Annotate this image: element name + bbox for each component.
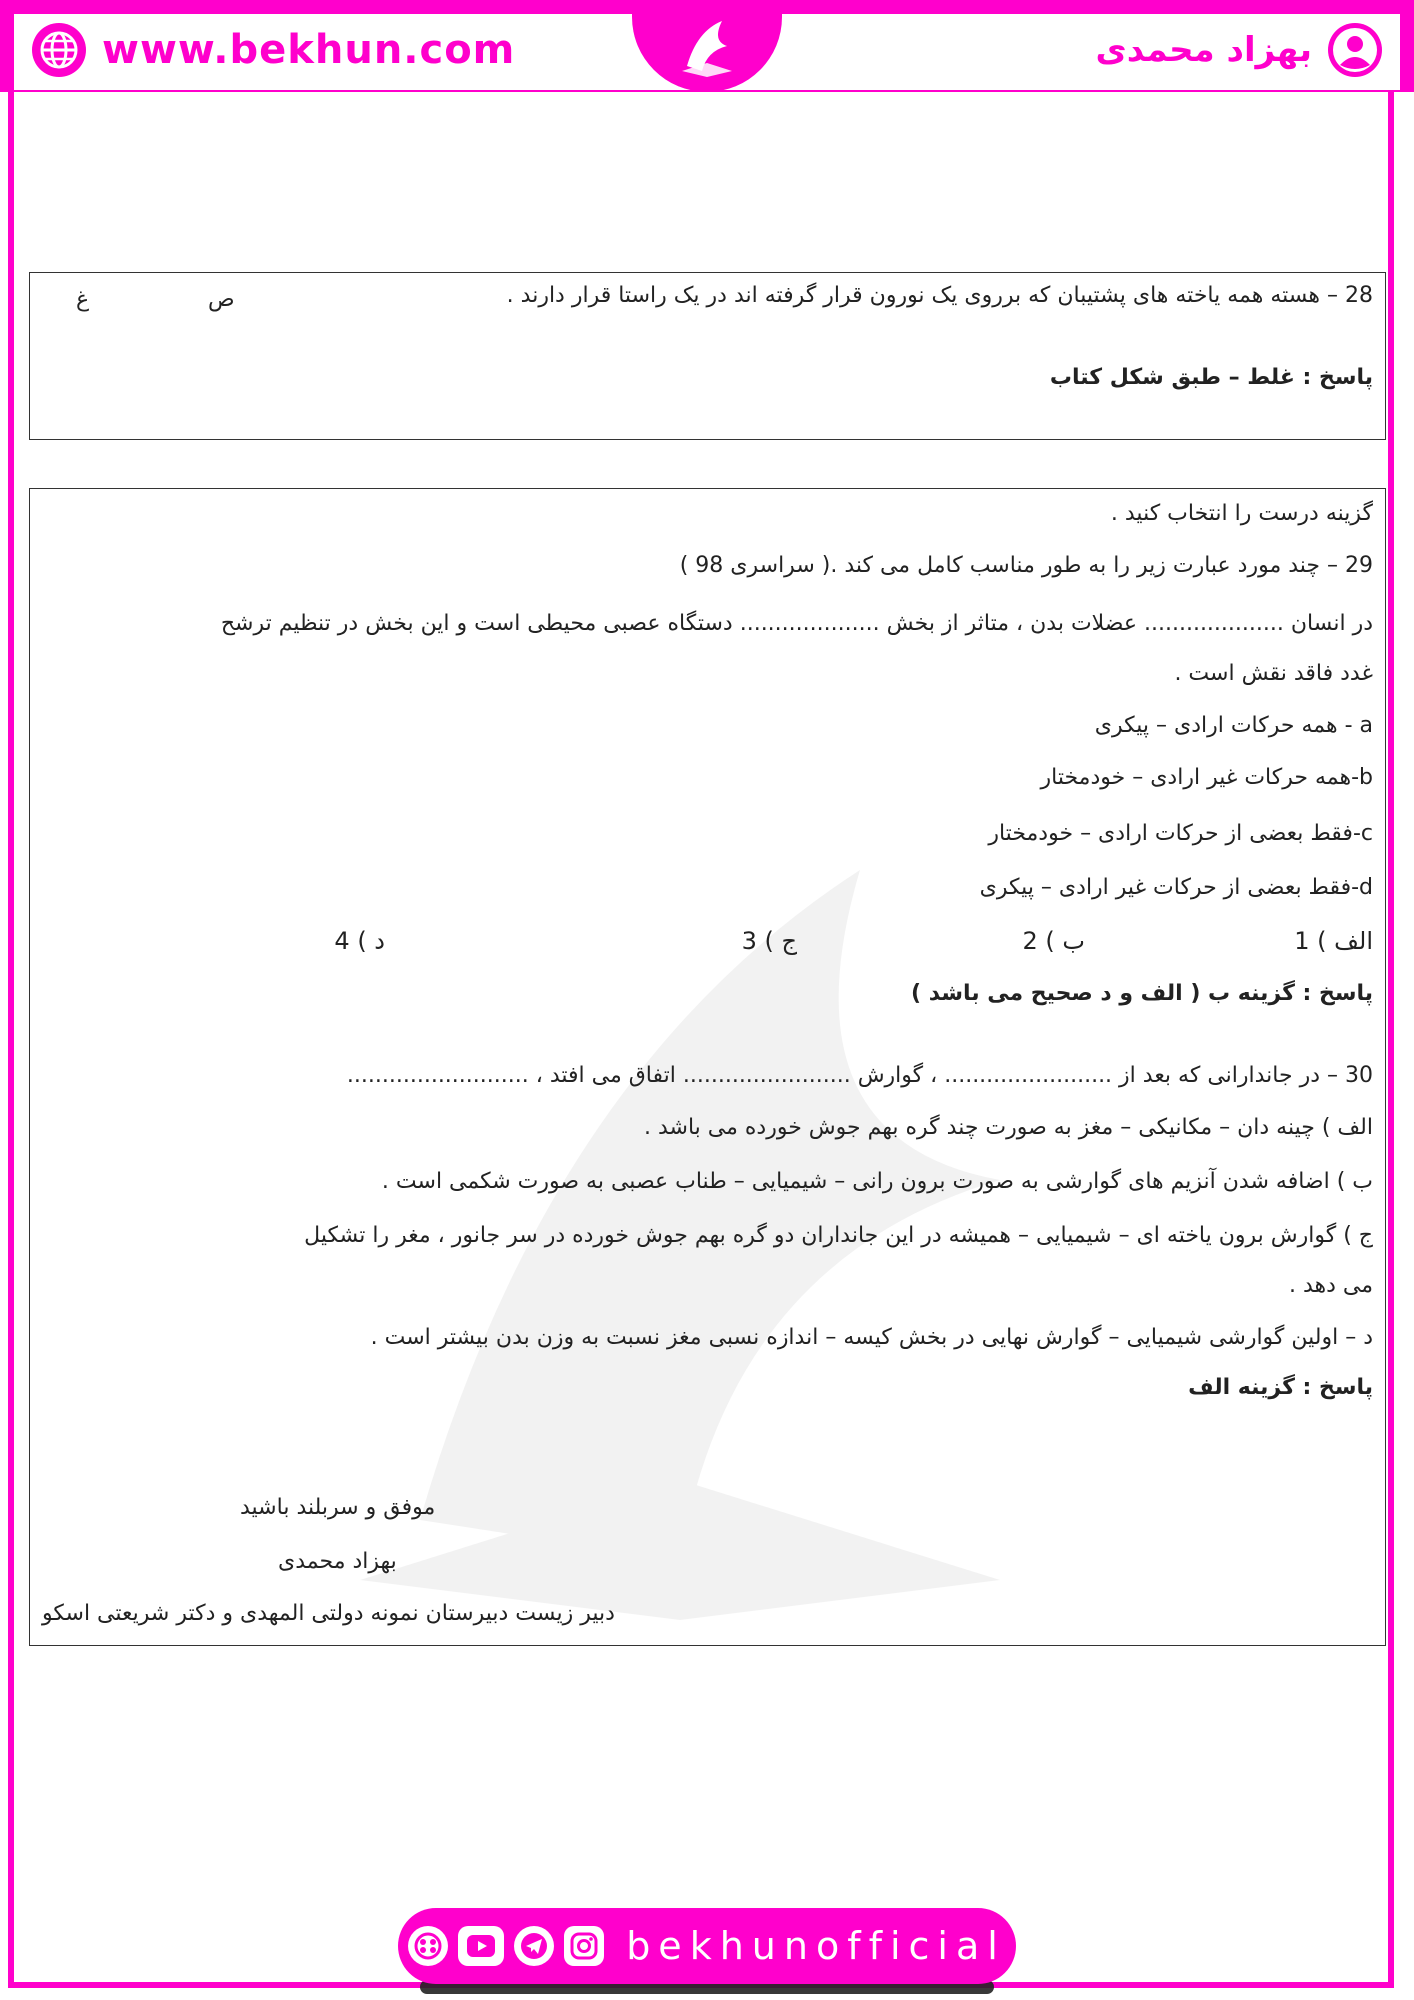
author-name: بهزاد محمدی (1095, 30, 1312, 70)
author (1096, 20, 1384, 80)
globe-icon (30, 21, 88, 79)
choice-4: د ) 4 (334, 927, 385, 955)
signature-line-3: دبیر زیست دبیرستان نمونه دولتی المهدی و دکتر شریعتی اسکو (42, 1601, 615, 1626)
site-link[interactable] (30, 20, 515, 80)
question-28-text: 28 – هسته همه یاخته های پشتیبان که برروی یک نورون قرار گرفته اند در یک راستا قرار دارند . (506, 283, 1373, 308)
option-c: c-فقط بعضی از حرکات ارادی – خودمختار (988, 821, 1373, 846)
user-icon (1326, 21, 1384, 79)
option-a: a - همه حرکات ارادی – پیکری (1094, 713, 1373, 738)
question-28-answer: پاسخ : غلط – طبق شکل کتاب (1049, 365, 1373, 390)
question-30-option-3-cont: می دهد . (1288, 1273, 1373, 1298)
instruction: گزینه درست را انتخاب کنید . (1110, 501, 1373, 526)
option-b: b-همه حرکات غیر ارادی – خودمختار (1040, 765, 1373, 790)
question-28-box (29, 272, 1386, 440)
question-29-stem: در انسان .................... عضلات بدن ، متاثر از بخش .................... دستگاه عصبی محیطی است و این بخش در تنظیم ترشح (220, 611, 1373, 636)
social-handle[interactable]: bekhunofficial (626, 1924, 1006, 1968)
header-bar (0, 0, 1414, 92)
instagram-icon[interactable] (564, 1926, 604, 1966)
question-30-option-4: د – اولین گوارشی شیمیایی – گوارش نهایی در بخش کیسه – اندازه نسبی مغز نسبت به وزن بدن بیشتر است . (370, 1325, 1373, 1350)
aparat-icon[interactable] (408, 1926, 448, 1966)
site-url[interactable]: www.bekhun.com (102, 27, 516, 73)
signature-line-1: موفق و سربلند باشید (240, 1495, 436, 1520)
youtube-icon[interactable] (458, 1926, 504, 1966)
question-30-answer: پاسخ : گزینه الف (1188, 1375, 1373, 1400)
choice-1: الف ) 1 (1294, 927, 1373, 955)
choice-2: ب ) 2 (1022, 927, 1085, 955)
signature-line-2: بهزاد محمدی (278, 1549, 397, 1574)
question-29-stem-cont: غدد فاقد نقش است . (1174, 661, 1373, 686)
option-d: d-فقط بعضی از حرکات غیر ارادی – پیکری (979, 875, 1373, 900)
question-30-option-1: الف ) چینه دان – مکانیکی – مغز به صورت چند گره بهم جوش خورده می باشد . (644, 1115, 1373, 1140)
question-29-title: 29 – چند مورد عبارت زیر را به طور مناسب کامل می کند .( سراسری 98 ) (679, 553, 1373, 578)
question-30-option-3: ج ) گوارش برون یاخته ای – شیمیایی – همیشه در این جانداران دو گره بهم جوش خورده در سر جانور ، مغر را تشکیل (304, 1223, 1373, 1248)
choice-3: ج ) 3 (741, 927, 797, 955)
false-mark: غ (76, 287, 90, 312)
true-mark: ص (208, 287, 235, 312)
social-footer[interactable] (398, 1908, 1016, 1984)
questions-box (29, 488, 1386, 1646)
telegram-icon[interactable] (514, 1926, 554, 1966)
question-30-option-2: ب ) اضافه شدن آنزیم های گوارشی به صورت برون رانی – شیمیایی – طناب عصبی به صورت شکمی است . (381, 1169, 1373, 1194)
question-29-answer: پاسخ : گزینه ب ( الف و د صحیح می باشد ) (911, 981, 1373, 1006)
question-30-title: 30 – در جاندارانی که بعد از ........................ ، گوارش ........................ اتفاق می افتد ، .......................... (346, 1063, 1373, 1088)
